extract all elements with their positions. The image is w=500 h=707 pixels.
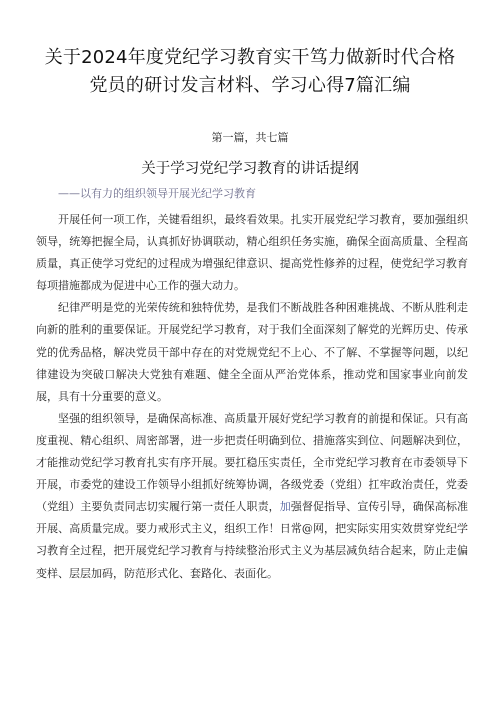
paragraph-1: 开展任何一项工作，关键看组织，最终看效果。扎实开展党纪学习教育，要加强组织领导，统筹把握全局，认真抓好协调联动，精心组织任务实施，确保全面高质量、全程高质量，真正使学习党纪的过程成为增强纪律意识、提高党性修养的过程，使党纪学习教育每项措施都成为促进中心工作的强大动力。: [36, 213, 468, 293]
document-title: 关于2024年度党纪学习教育实干笃力做新时代合格党员的研讨发言材料、学习心得7篇汇编: [44, 47, 456, 96]
body-text: [36, 209, 468, 585]
paragraph-3-highlight: 加: [279, 500, 291, 514]
paragraph-3: [36, 408, 468, 585]
paragraph-2: 纪律严明是党的光荣传统和独特优势，是我们不断战胜各种困难挑战、不断从胜利走向新的胜利的重要保证。开展党纪学习教育，对于我们全面深刻了解党的光辉历史、传承党的优秀品格，解决党员干部中存在的对党规党纪不上心、不了解、不掌握等问题，以纪律建设为突破口解决大党独有难题、健全全面从严治党体系，推动党和国家事业向前发展，具有十分重要的意义。: [36, 301, 468, 403]
paragraph-3-part-1: 坚强的组织领导，是确保高标准、高质量开展好党纪学习教育的前提和保证。只有高度重视、精心组织、周密部署，进一步把责任明确到位、措施落实到位、问题解决到位，才能推动党纪学习教育扎实有序开展。要扛稳压实责任，全市党纪学习教育在市委领导下开展，市委党的建设工作领导小组抓好统筹协调，各级党委（党组）扛牢政治责任，党委（党组）主要负责同志切实履行第一责任人职责，: [36, 411, 468, 514]
section-subtitle: ——以有力的组织领导开展光纪学习教育: [58, 187, 256, 200]
paragraph-3-part-2: 强督促指导、宣传引导，确保高标准开展、高质量完成。要力戒形式主义，组织工作！日常@网，把实际实用实效贯穿党纪学习教育全过程，把开展党纪学习教育与持续整治形式主义为基层减负结合起来，防止走偏变样、层层加码，防范形式化、套路化、表面化。: [36, 500, 469, 580]
section-counter: 第一篇，共七篇: [211, 131, 289, 144]
section-title: 关于学习党纪学习教育的讲话提纲: [141, 161, 359, 177]
